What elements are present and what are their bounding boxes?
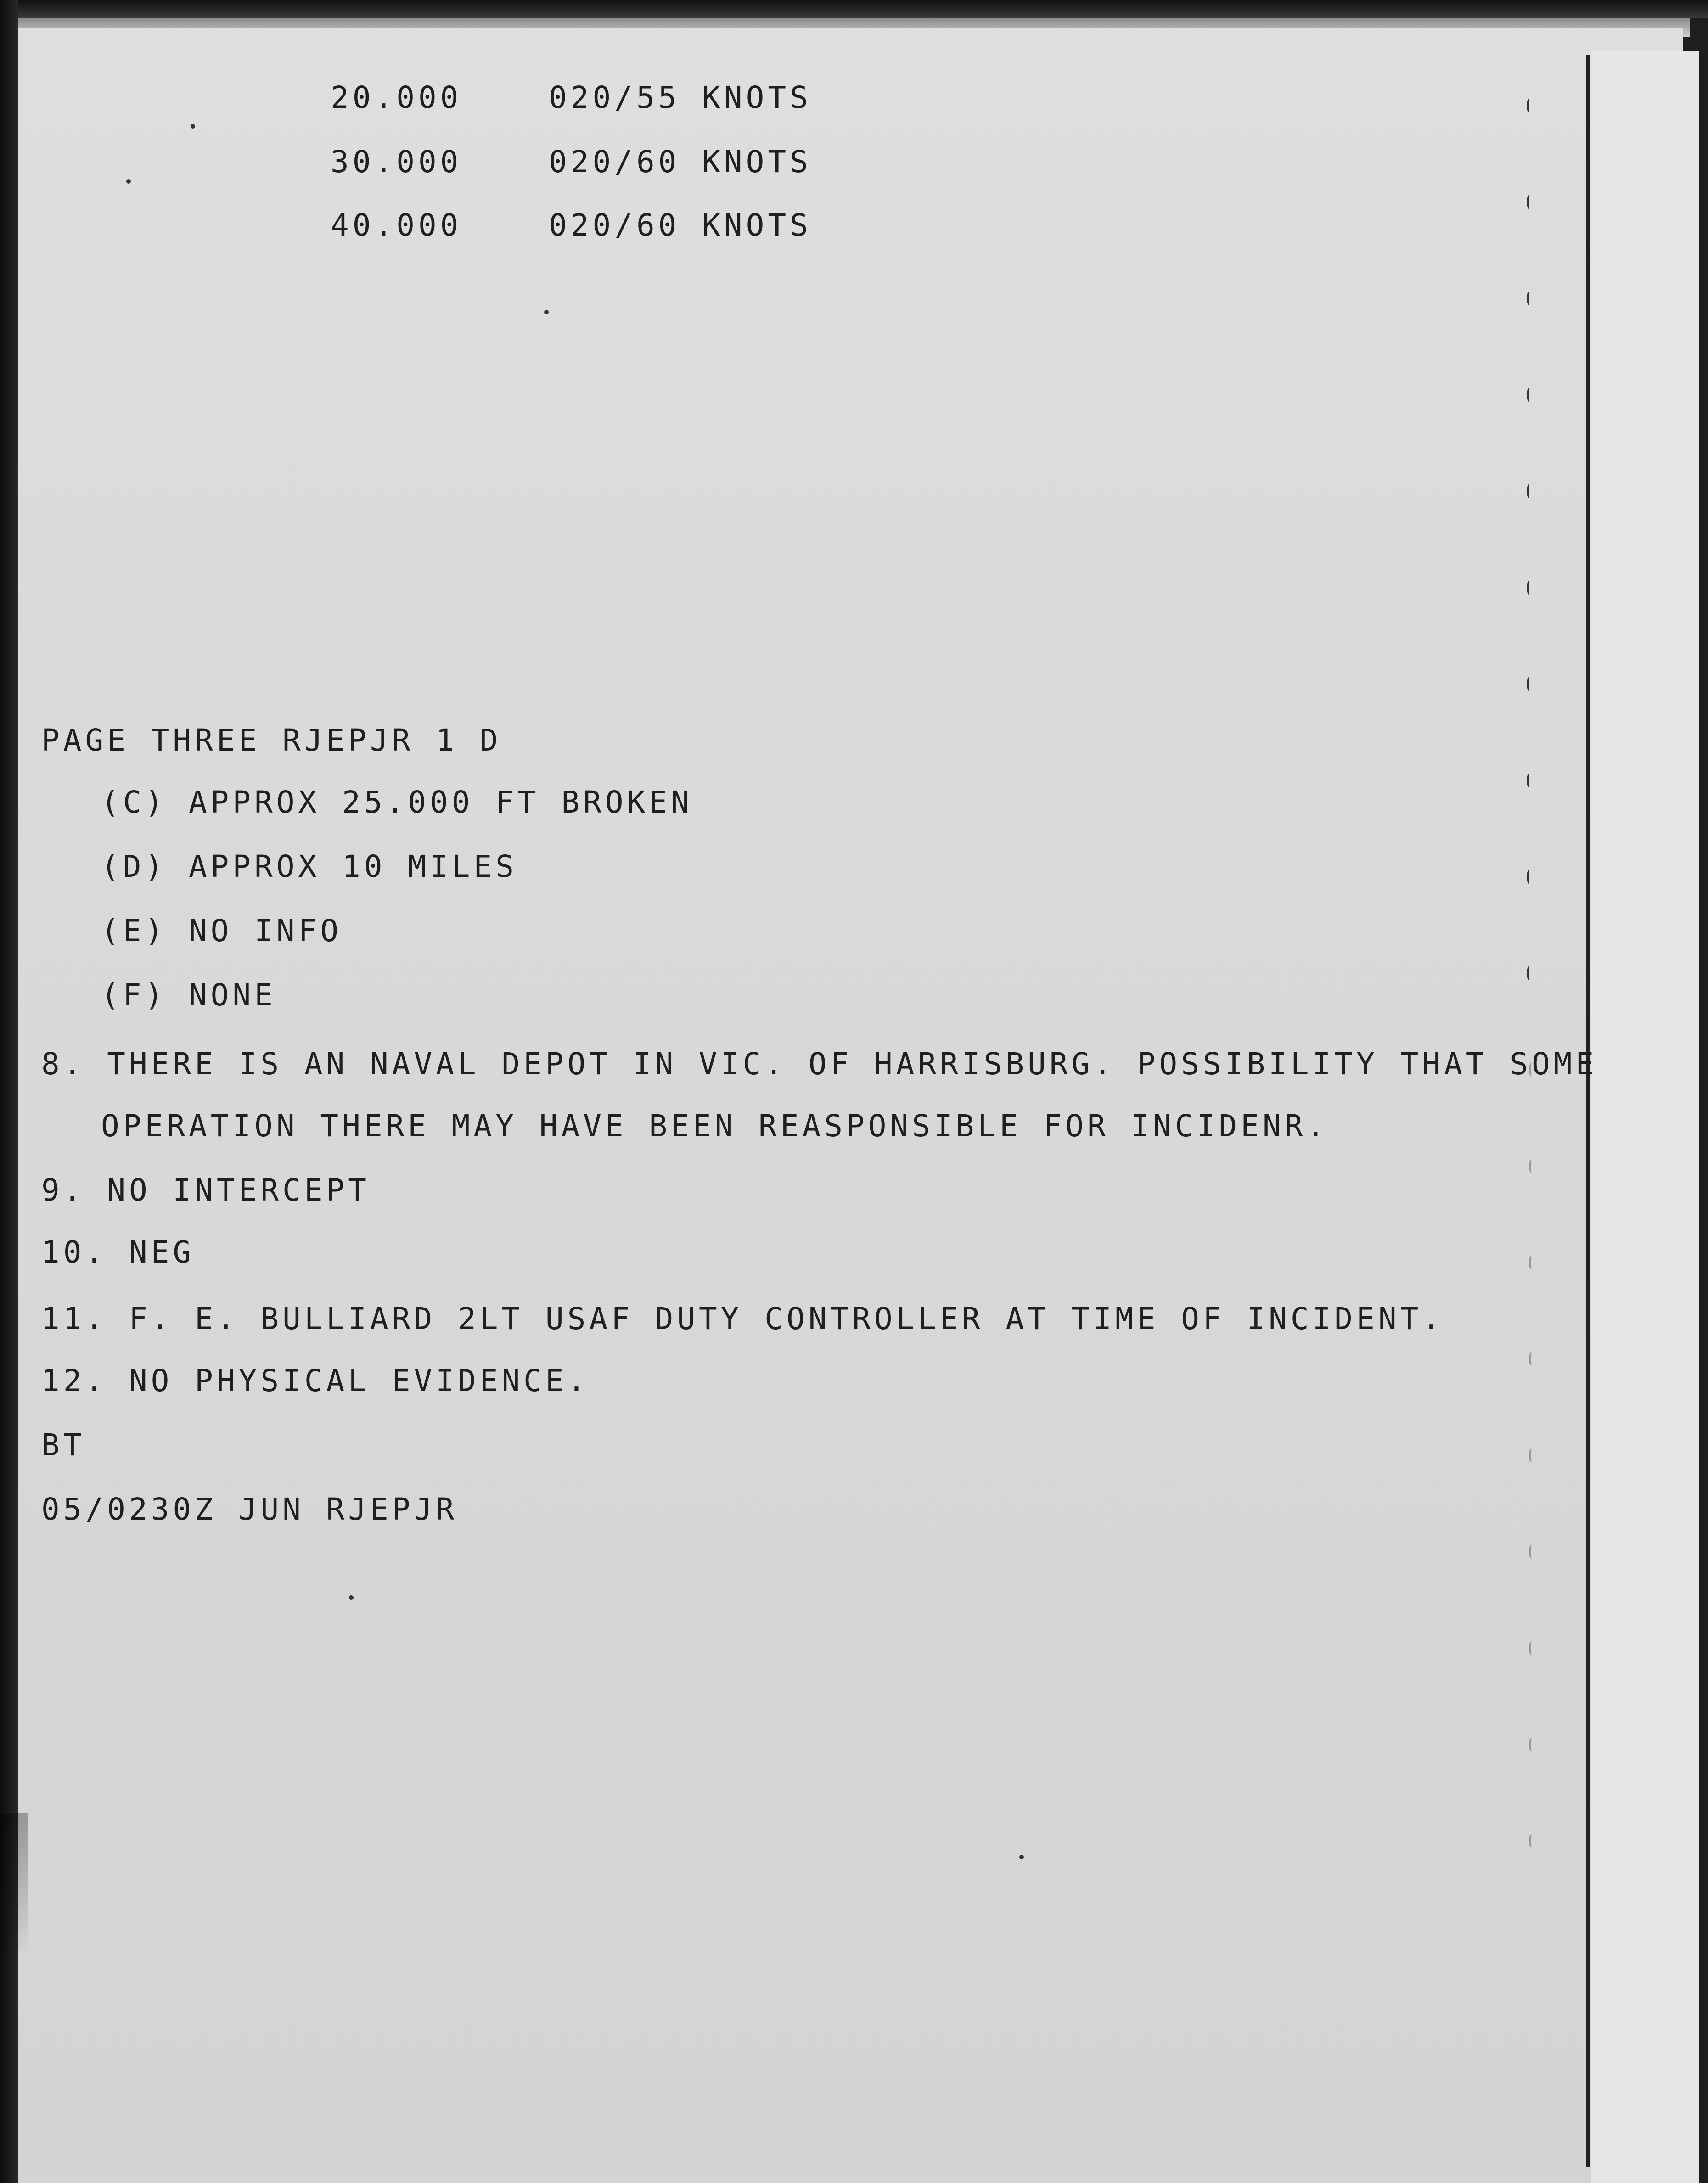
wind-value-3: 020/60 KNOTS [549, 208, 812, 243]
margin-tick [1527, 581, 1532, 595]
margin-tick [1529, 1641, 1534, 1655]
scan-speck [126, 179, 131, 184]
margin-tick [1529, 1159, 1534, 1173]
scan-speck [191, 124, 195, 129]
item-e: (E) NO INFO [101, 913, 343, 948]
film-edge-top [0, 0, 1708, 18]
break-marker: BT [41, 1427, 85, 1463]
margin-tick [1529, 1834, 1534, 1848]
item-c: (C) APPROX 25.000 FT BROKEN [101, 785, 693, 820]
margin-tick [1527, 99, 1532, 112]
margin-rule-line [1586, 55, 1590, 2167]
margin-tick [1529, 1448, 1534, 1462]
margin-tick [1527, 677, 1532, 691]
document-page [18, 28, 1683, 2183]
wind-altitude-2: 30.000 [331, 144, 462, 180]
margin-tick [1529, 1063, 1534, 1077]
item-10: 10. NEG [41, 1235, 195, 1270]
scan-speck [349, 1595, 354, 1600]
margin-tick [1529, 1738, 1534, 1751]
wind-value-2: 020/60 KNOTS [549, 144, 812, 180]
item-8-line-1: 8. THERE IS AN NAVAL DEPOT IN VIC. OF HARRISBURG. POSSIBILITY THAT SOME [41, 1046, 1598, 1082]
margin-tick [1527, 292, 1532, 305]
margin-tick [1527, 195, 1532, 209]
wind-value-1: 020/55 KNOTS [549, 80, 812, 115]
margin-tick [1527, 870, 1532, 884]
margin-tick [1529, 1352, 1534, 1366]
margin-tick [1527, 966, 1532, 980]
page-header: PAGE THREE RJEPJR 1 D [41, 723, 502, 758]
item-d: (D) APPROX 10 MILES [101, 849, 517, 884]
margin-tick [1527, 774, 1532, 787]
edge-stain [0, 1813, 28, 1951]
item-9: 9. NO INTERCEPT [41, 1173, 371, 1208]
margin-tick [1529, 1545, 1534, 1559]
closing-dtg: 05/0230Z JUN RJEPJR [41, 1492, 458, 1527]
item-11: 11. F. E. BULLIARD 2LT USAF DUTY CONTROLLER AT TIME OF INCIDENT. [41, 1301, 1444, 1336]
item-8-line-2: OPERATION THERE MAY HAVE BEEN REASPONSIBLE FOR INCIDENR. [101, 1108, 1329, 1144]
item-12: 12. NO PHYSICAL EVIDENCE. [41, 1363, 590, 1398]
scan-speck [544, 310, 549, 314]
margin-tick [1529, 1256, 1534, 1269]
paper-right-strip [1591, 51, 1699, 2183]
scan-speck [1019, 1855, 1024, 1859]
margin-tick [1527, 388, 1532, 402]
wind-altitude-3: 40.000 [331, 208, 462, 243]
wind-altitude-1: 20.000 [331, 80, 462, 115]
item-f: (F) NONE [101, 977, 276, 1013]
margin-tick [1527, 484, 1532, 498]
